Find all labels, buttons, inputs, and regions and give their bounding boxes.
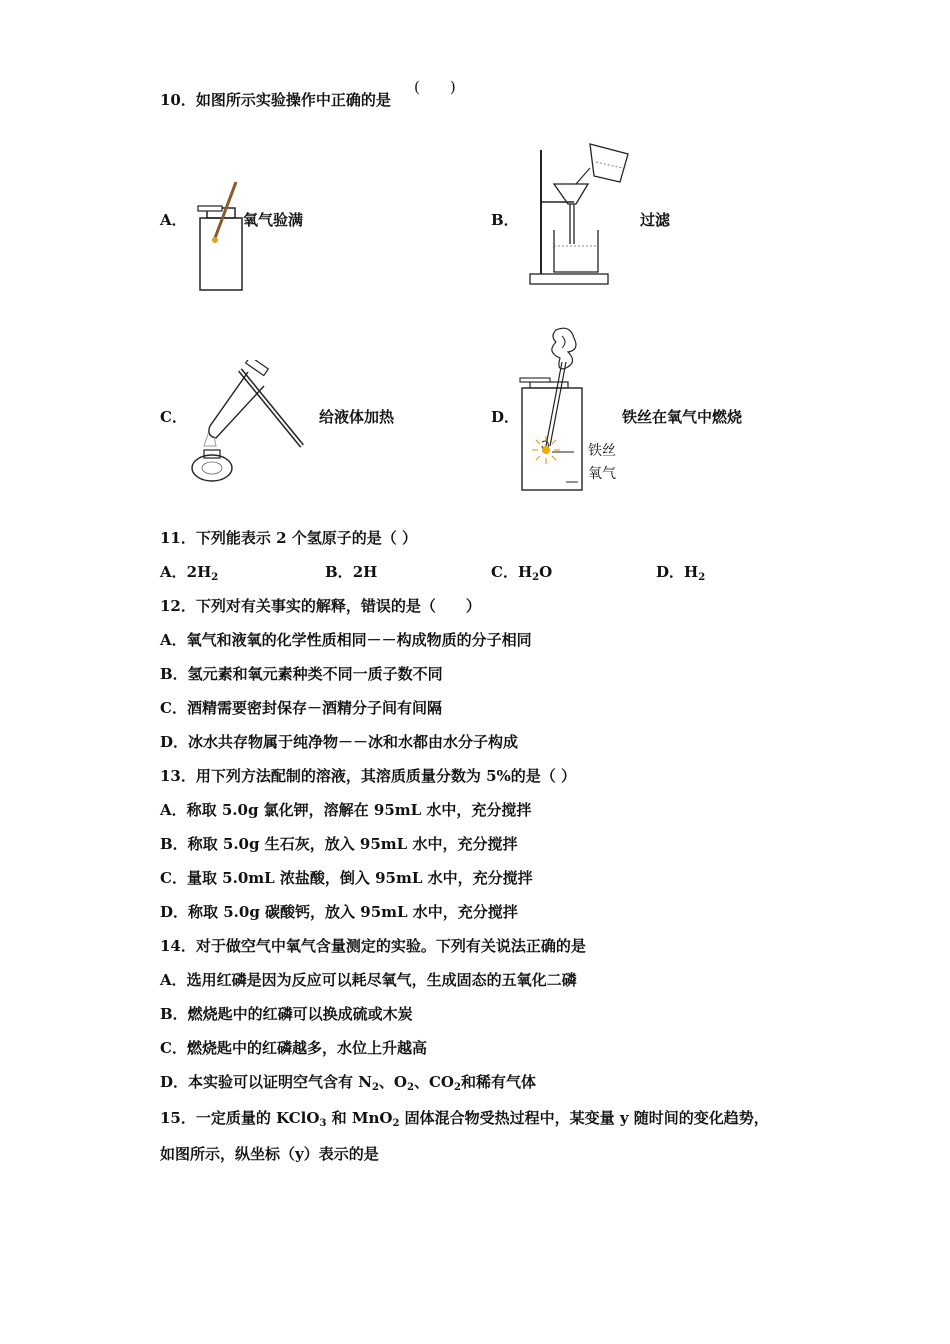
q14-stem: 14．对于做空气中氧气含量测定的实验。下列有关说法正确的是 bbox=[160, 937, 586, 955]
q10-option-d-caption: 铁丝在氧气中燃烧 bbox=[622, 408, 743, 426]
q11-d-sub: 2 bbox=[698, 572, 706, 583]
q11-b-formula: 2H bbox=[352, 563, 378, 581]
q14-option-c: C．燃烧匙中的红磷越多，水位上升越高 bbox=[160, 1039, 427, 1057]
q10-option-b-letter: B． bbox=[491, 211, 519, 229]
q14-d-sub3: 2 bbox=[453, 1082, 461, 1093]
q12-stem: 12．下列对有关事实的解释，错误的是（ ） bbox=[160, 597, 481, 615]
q15-line1-a: 15．一定质量的 KClO bbox=[160, 1109, 320, 1127]
q12-option-d: D．冰水共存物属于纯净物－－冰和水都由水分子构成 bbox=[160, 733, 519, 751]
q15-line1-c: 固体混合物受热过程中，某变量 y 随时间的变化趋势， bbox=[399, 1109, 769, 1127]
oxygen-full-test-figure bbox=[190, 178, 250, 294]
q11-option-d bbox=[656, 562, 705, 588]
q12-option-b: B．氢元素和氧元素种类不同一质子数不同 bbox=[160, 665, 443, 683]
q15-line1-sub1: 3 bbox=[319, 1118, 327, 1129]
q14-d-sub1: 2 bbox=[371, 1082, 379, 1093]
q11-c-sub: 2 bbox=[532, 572, 540, 583]
q10-option-d-letter: D． bbox=[491, 408, 520, 426]
iron-wire-burning-figure bbox=[516, 322, 586, 492]
q11-option-b bbox=[325, 562, 377, 582]
q11-c-formula: H bbox=[517, 563, 533, 581]
q14-option-b: B．燃烧匙中的红磷可以换成硫或木炭 bbox=[160, 1005, 413, 1023]
q13-stem: 13．用下列方法配制的溶液，其溶质质量分数为 5%的是（ ） bbox=[160, 767, 577, 785]
q11-b-letter: B． bbox=[325, 563, 353, 581]
q10-option-a-caption: 氧气验满 bbox=[243, 211, 304, 229]
liquid-heating-figure bbox=[186, 360, 308, 486]
q11-a-letter: A． bbox=[160, 563, 187, 581]
iron-wire-label: 铁丝 bbox=[588, 443, 616, 459]
oxygen-label: 氧气 bbox=[588, 466, 616, 482]
q10-paren: ( ) bbox=[414, 78, 456, 96]
q10-stem: 10．如图所示实验操作中正确的是 bbox=[160, 91, 391, 109]
q15-line1-sub2: 2 bbox=[392, 1118, 400, 1129]
q13-option-b: B．称取 5.0g 生石灰，放入 95mL 水中，充分搅拌 bbox=[160, 835, 518, 853]
q11-a-formula: 2H bbox=[186, 563, 212, 581]
q10-option-a-letter: A． bbox=[160, 211, 187, 229]
q14-d-mid2: 、CO bbox=[413, 1073, 454, 1091]
q11-stem: 11．下列能表示 2 个氢原子的是（ ） bbox=[160, 529, 417, 547]
q13-option-a: A．称取 5.0g 氯化钾，溶解在 95mL 水中，充分搅拌 bbox=[160, 801, 532, 819]
q11-d-letter: D． bbox=[656, 563, 685, 581]
q14-option-a: A．选用红磷是因为反应可以耗尽氧气，生成固态的五氧化二磷 bbox=[160, 971, 577, 989]
filtration-figure bbox=[524, 138, 636, 290]
q10-option-b-caption: 过滤 bbox=[640, 211, 671, 229]
q14-d-pre: D．本实验可以证明空气含有 N bbox=[160, 1073, 372, 1091]
q15-line1-b: 和 MnO bbox=[326, 1109, 393, 1127]
q11-d-formula: H bbox=[684, 563, 699, 581]
q11-option-c bbox=[491, 562, 552, 588]
q14-d-post: 和稀有气体 bbox=[460, 1073, 536, 1091]
q10-option-c-letter: C． bbox=[160, 408, 187, 426]
q10-option-c-caption: 给液体加热 bbox=[319, 408, 395, 426]
q15-line2: 如图所示，纵坐标（y）表示的是 bbox=[160, 1145, 379, 1163]
q14-option-d bbox=[160, 1072, 536, 1098]
q11-c-letter: C． bbox=[491, 563, 518, 581]
q15-line1 bbox=[160, 1108, 769, 1134]
q14-d-sub2: 2 bbox=[407, 1082, 414, 1093]
q13-option-d: D．称取 5.0g 碳酸钙，放入 95mL 水中，充分搅拌 bbox=[160, 903, 518, 921]
q11-a-sub: 2 bbox=[211, 572, 219, 583]
q11-option-a bbox=[160, 562, 218, 588]
q14-d-mid1: 、O bbox=[378, 1073, 407, 1091]
q12-option-c: C．酒精需要密封保存－酒精分子间有间隔 bbox=[160, 699, 442, 717]
q13-option-c: C．量取 5.0mL 浓盐酸，倒入 95mL 水中，充分搅拌 bbox=[160, 869, 533, 887]
q11-c-post: O bbox=[539, 563, 553, 581]
q12-option-a: A．氧气和液氧的化学性质相同－－构成物质的分子相同 bbox=[160, 631, 532, 649]
